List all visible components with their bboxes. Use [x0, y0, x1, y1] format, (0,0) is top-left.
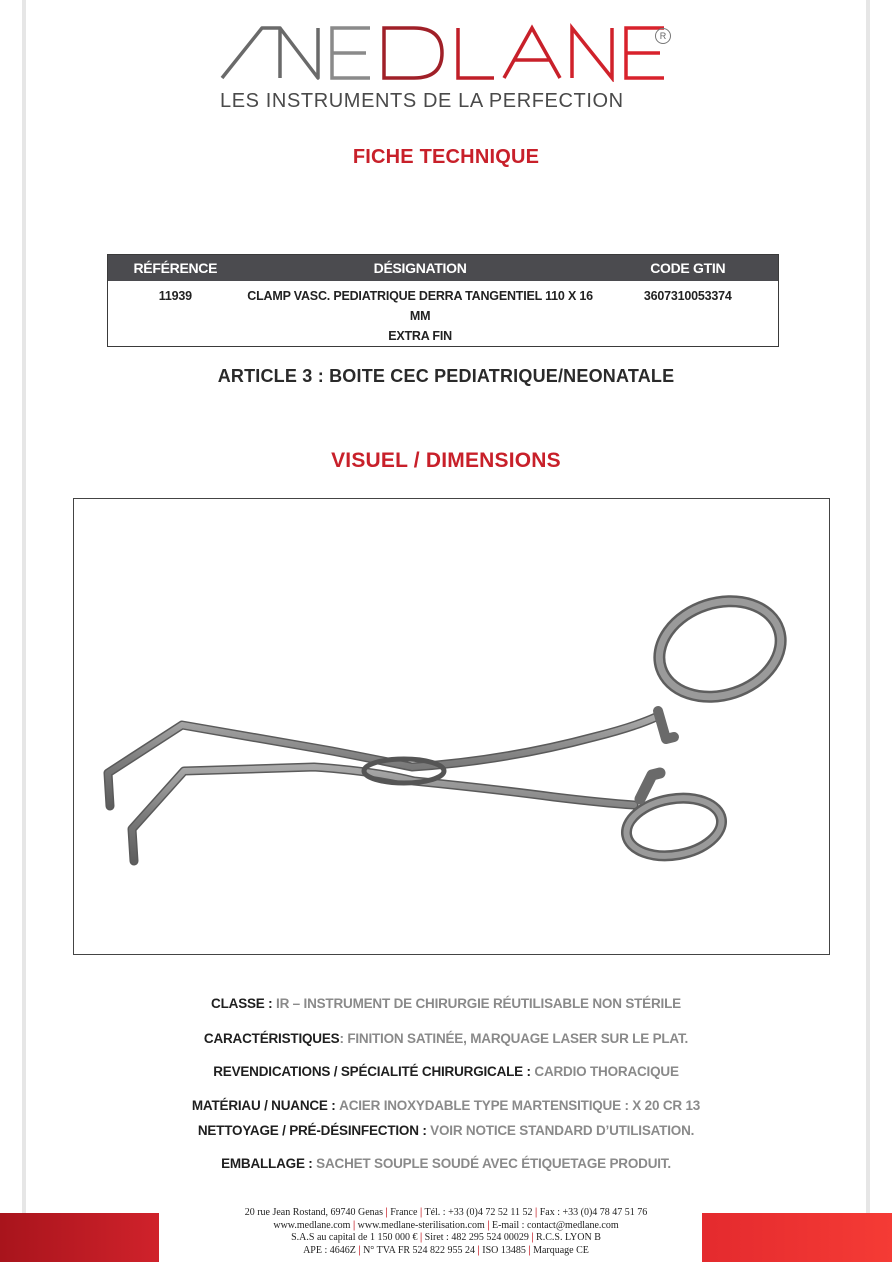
footer-ce-mark: Marquage CE — [533, 1244, 589, 1256]
page-title: FICHE TECHNIQUE — [352, 146, 540, 168]
footer-website-link[interactable]: www.medlane.com — [273, 1219, 351, 1231]
footer-red-block-left — [0, 1213, 159, 1262]
header-designation: DÉSIGNATION — [243, 255, 598, 282]
spec-revendications — [0, 1064, 892, 1079]
visual-title: VISUEL / DIMENSIONS — [331, 449, 561, 472]
footer-separator: | — [535, 1207, 538, 1218]
spec-value: ACIER INOXYDABLE TYPE MARTENSITIQUE : X 20 CR 13 — [339, 1098, 701, 1113]
footer-separator: | — [531, 1232, 534, 1243]
visual-box — [73, 498, 830, 955]
footer-separator: | — [528, 1244, 531, 1256]
footer-separator: | — [487, 1219, 490, 1231]
surgical-clamp-icon — [74, 499, 831, 956]
footer-phone: Tél. : +33 (0)4 72 52 11 52 — [424, 1207, 533, 1218]
footer-country: France — [390, 1207, 418, 1218]
cell-reference: 11939 — [158, 289, 192, 303]
spec-label: EMBALLAGE : — [221, 1156, 313, 1171]
spec-emballage — [0, 1156, 892, 1171]
medlane-logo — [218, 22, 678, 82]
footer-rcs: R.C.S. LYON B — [536, 1232, 601, 1243]
spec-value: IR – INSTRUMENT DE CHIRURGIE RÉUTILISABLE NON STÉRILE — [276, 996, 681, 1011]
cell-designation — [243, 281, 598, 347]
footer-capital: S.A.S au capital de 1 150 000 € — [291, 1232, 418, 1243]
footer-iso: ISO 13485 — [482, 1244, 526, 1256]
spec-value: : FINITION SATINÉE, MARQUAGE LASER SUR LE PLAT. — [339, 1031, 689, 1046]
footer-siret: Siret : 482 295 524 00029 — [424, 1232, 529, 1243]
spec-caracteristiques — [0, 1031, 892, 1046]
spec-value: CARDIO THORACIQUE — [534, 1064, 679, 1079]
spec-label: CARACTÉRISTIQUES — [203, 1031, 340, 1046]
footer-line-web — [200, 1220, 692, 1233]
footer-separator: | — [358, 1244, 361, 1256]
header-reference: RÉFÉRENCE — [108, 255, 243, 282]
product-table — [107, 254, 779, 347]
footer-tva: N° TVA FR 524 822 955 24 — [363, 1244, 476, 1256]
spec-label: REVENDICATIONS / SPÉCIALITÉ CHIRURGICALE : — [213, 1064, 531, 1079]
spec-value: VOIR NOTICE STANDARD D’UTILISATION. — [430, 1123, 695, 1138]
cell-gtin: 3607310053374 — [643, 289, 732, 303]
spec-label: MATÉRIAU / NUANCE : — [191, 1098, 336, 1113]
article-heading: ARTICLE 3 : BOITE CEC PEDIATRIQUE/NEONATALE — [217, 366, 675, 386]
header-gtin: CODE GTIN — [598, 255, 779, 282]
footer-email-link[interactable]: E-mail : contact@medlane.com — [491, 1219, 619, 1231]
spec-nettoyage — [0, 1123, 892, 1138]
brand-tagline: LES INSTRUMENTS DE LA PERFECTION — [220, 90, 624, 112]
designation-line-2: EXTRA FIN — [388, 329, 452, 343]
footer-fax: Fax : +33 (0)4 78 47 51 76 — [539, 1207, 648, 1218]
table-header-row — [108, 255, 779, 282]
footer-sterilisation-link[interactable]: www.medlane-sterilisation.com — [357, 1219, 485, 1231]
footer-line-company — [200, 1232, 692, 1245]
spec-materiau — [0, 1098, 892, 1113]
footer-separator: | — [477, 1244, 480, 1256]
footer — [200, 1207, 692, 1257]
spec-label: NETTOYAGE / PRÉ-DÉSINFECTION : — [197, 1123, 427, 1138]
spec-value: SACHET SOUPLE SOUDÉ AVEC ÉTIQUETAGE PRODUIT. — [316, 1156, 671, 1171]
footer-separator: | — [419, 1207, 423, 1218]
registered-mark: R — [655, 28, 671, 44]
footer-ape: APE : 4646Z — [303, 1244, 356, 1256]
table-row — [108, 281, 779, 347]
footer-address: 20 rue Jean Rostand, 69740 Genas — [244, 1207, 384, 1218]
designation-line-1: CLAMP VASC. PEDIATRIQUE DERRA TANGENTIEL 110 X 16 MM — [247, 289, 593, 323]
footer-separator: | — [419, 1232, 423, 1243]
footer-line-address — [200, 1207, 692, 1220]
footer-red-block-right — [702, 1213, 892, 1262]
spec-classe — [0, 996, 892, 1011]
footer-separator: | — [352, 1219, 356, 1231]
footer-line-legal — [200, 1245, 692, 1258]
footer-separator: | — [385, 1207, 388, 1218]
spec-label: CLASSE : — [211, 996, 273, 1011]
